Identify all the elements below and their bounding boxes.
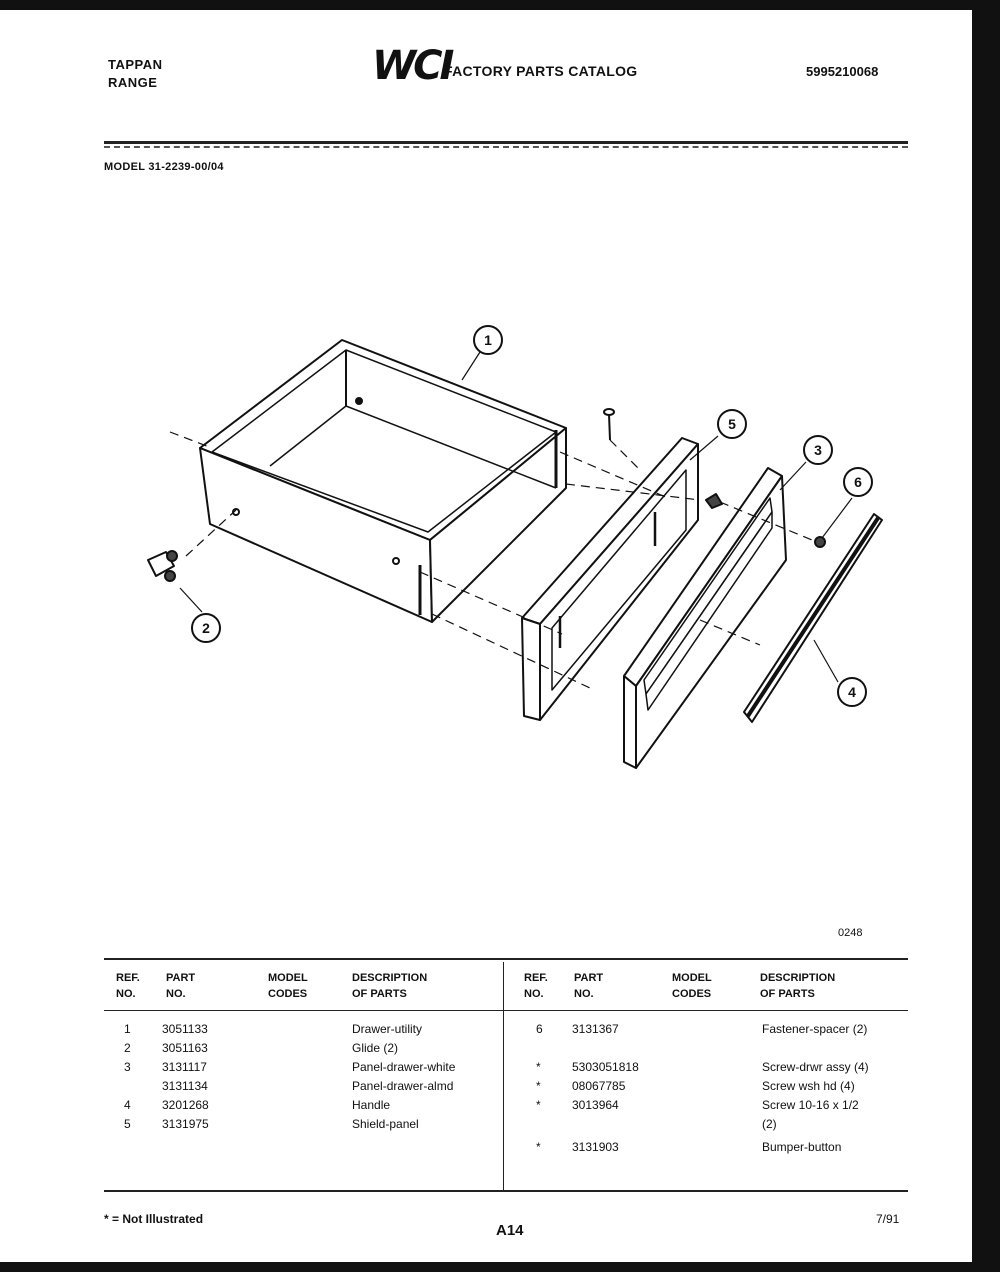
header-model-codes-right: MODEL CODES bbox=[672, 972, 712, 1000]
table-header-rule bbox=[104, 1010, 908, 1011]
header-ref-no: REF. NO. bbox=[116, 972, 140, 1000]
right-desc-3: Screw wsh hd (4) bbox=[762, 1079, 855, 1093]
right-part-4: 3013964 bbox=[572, 1098, 619, 1112]
page-number: A14 bbox=[496, 1222, 524, 1239]
model-number: MODEL 31-2239-00/04 bbox=[104, 161, 224, 173]
figure-number: 0248 bbox=[838, 927, 863, 939]
table-column-divider bbox=[503, 962, 504, 1190]
left-ref-6: 5 bbox=[124, 1117, 131, 1131]
callout-label-3: 3 bbox=[814, 442, 822, 458]
right-desc-4: Screw 10-16 x 1/2 bbox=[762, 1098, 859, 1112]
catalog-number: 5995210068 bbox=[806, 64, 879, 79]
left-part-2: 3051163 bbox=[162, 1041, 208, 1055]
right-ref-1: 6 bbox=[536, 1022, 543, 1036]
left-part-5: 3201268 bbox=[162, 1098, 209, 1112]
scan-border-bottom bbox=[0, 1262, 1000, 1272]
drawer-part bbox=[200, 340, 566, 622]
glide-part bbox=[148, 551, 202, 612]
left-desc-4: Panel-drawer-almd bbox=[352, 1079, 454, 1093]
wci-logo: WCI bbox=[372, 43, 452, 89]
left-ref-5: 4 bbox=[124, 1098, 131, 1112]
header-description-right: DESCRIPTION OF PARTS bbox=[760, 972, 836, 1000]
right-desc-5: (2) bbox=[762, 1117, 777, 1131]
left-ref-1: 1 bbox=[124, 1022, 131, 1036]
left-part-6: 3131975 bbox=[162, 1117, 209, 1131]
header-ref-no-right: REF. NO. bbox=[524, 972, 548, 1000]
left-ref-3: 3 bbox=[124, 1060, 131, 1074]
left-desc-6: Shield-panel bbox=[352, 1117, 419, 1131]
right-ref-3: * bbox=[536, 1079, 541, 1093]
right-part-1: 3131367 bbox=[572, 1022, 619, 1036]
right-part-2: 5303051818 bbox=[572, 1060, 639, 1074]
right-ref-2: * bbox=[536, 1060, 541, 1074]
right-ref-4: * bbox=[536, 1098, 541, 1112]
callout-label-5: 5 bbox=[728, 416, 736, 432]
footnote-not-illustrated: * = Not Illustrated bbox=[104, 1212, 204, 1226]
right-ref-6: * bbox=[536, 1140, 541, 1154]
header-description: DESCRIPTION OF PARTS bbox=[352, 972, 428, 1000]
left-part-4: 3131134 bbox=[162, 1079, 208, 1093]
brand-name: TAPPAN bbox=[108, 57, 163, 72]
right-desc-2: Screw-drwr assy (4) bbox=[762, 1060, 869, 1074]
left-desc-3: Panel-drawer-white bbox=[352, 1060, 456, 1074]
right-desc-6: Bumper-button bbox=[762, 1140, 842, 1154]
callout-label-2: 2 bbox=[202, 620, 210, 636]
right-desc-1: Fastener-spacer (2) bbox=[762, 1022, 868, 1036]
left-ref-2: 2 bbox=[124, 1041, 131, 1055]
table-bottom-rule bbox=[104, 1190, 908, 1192]
left-desc-2: Glide (2) bbox=[352, 1041, 399, 1055]
header-model-codes: MODEL CODES bbox=[268, 972, 308, 1000]
table-top-rule bbox=[104, 958, 908, 960]
header-part-no-right: PART NO. bbox=[574, 972, 604, 1000]
header-part-no: PART NO. bbox=[166, 972, 196, 1000]
callout-label-1: 1 bbox=[484, 332, 492, 348]
product-type: RANGE bbox=[108, 75, 158, 90]
left-desc-5: Handle bbox=[352, 1098, 391, 1112]
left-desc-1: Drawer-utility bbox=[352, 1022, 423, 1036]
callout-label-6: 6 bbox=[854, 474, 862, 490]
revision-date: 7/91 bbox=[876, 1212, 900, 1226]
left-part-3: 3131117 bbox=[162, 1060, 207, 1074]
left-part-1: 3051133 bbox=[162, 1022, 208, 1036]
callout-label-4: 4 bbox=[848, 684, 856, 700]
right-part-6: 3131903 bbox=[572, 1140, 619, 1154]
right-part-3: 08067785 bbox=[572, 1079, 626, 1093]
catalog-title: FACTORY PARTS CATALOG bbox=[444, 63, 638, 79]
